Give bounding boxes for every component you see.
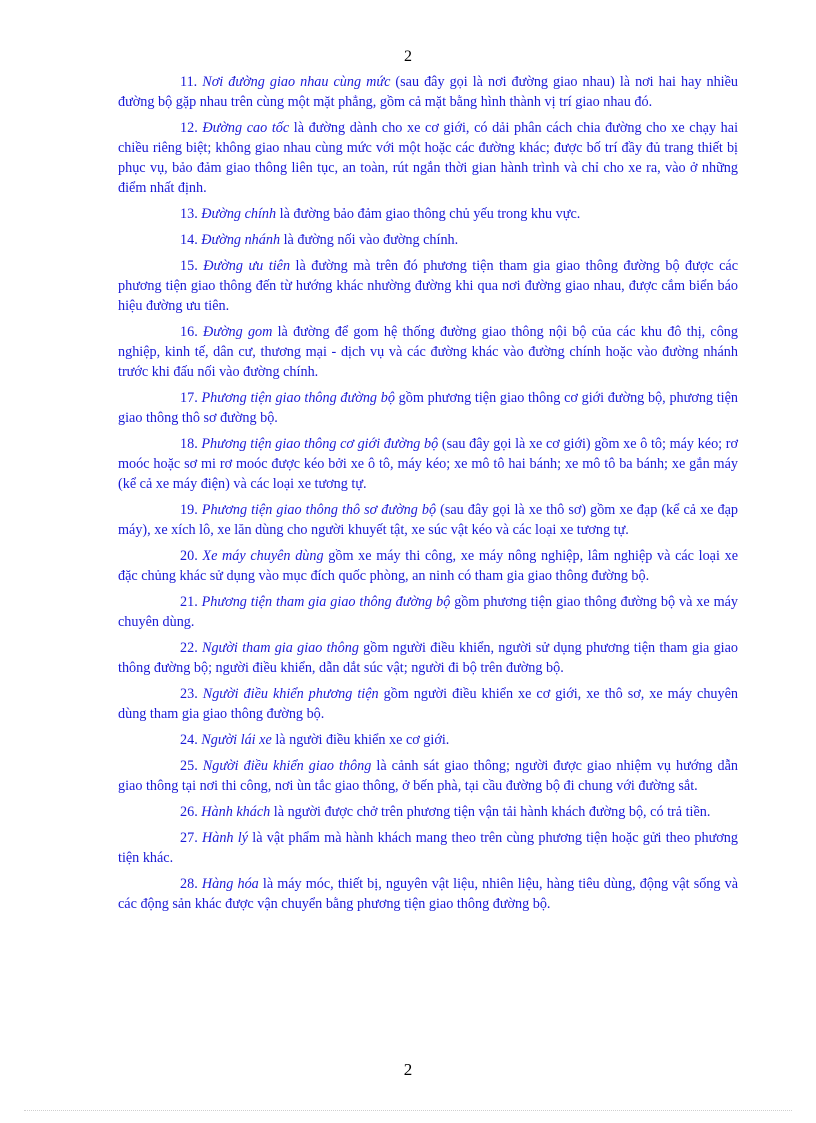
definition-number: 21. xyxy=(180,594,198,610)
definition-14 xyxy=(118,230,738,250)
definition-number: 20. xyxy=(180,548,198,564)
definition-term: Hàng hóa xyxy=(201,876,259,892)
definition-text: (sau đây gọi là xe thô sơ) gồm xe đạp (kể cả xe đạp máy), xe xích lô, xe lăn dùng cho người khuyết tật, xe súc vật kéo và các loại xe tương tự. xyxy=(118,502,739,538)
definition-number: 22. xyxy=(180,640,198,656)
definition-text: gồm phương tiện giao thông cơ giới đường bộ, phương tiện giao thông thô sơ đường bộ. xyxy=(118,390,739,426)
definition-number: 26. xyxy=(180,804,198,820)
definition-text: là đường dành cho xe cơ giới, có dải phân cách chia đường cho xe chạy hai chiều riêng biệt; không giao nhau cùng mức với một hoặc các đường khác; được bố trí đầy đủ trang thiết bị phục vụ, bảo đảm giao thông liên tục, an toàn, rút ngắn thời gian hành trình và chỉ cho xe ra, vào ở những điểm nhất định. xyxy=(118,120,739,196)
definition-13 xyxy=(118,204,738,224)
definition-26 xyxy=(118,802,738,822)
definition-text: là người được chở trên phương tiện vận tải hành khách đường bộ, có trả tiền. xyxy=(270,804,711,820)
definition-text: là máy móc, thiết bị, nguyên vật liệu, nhiên liệu, hàng tiêu dùng, động vật sống và các động sản khác được vận chuyển bằng phương tiện giao thông đường bộ. xyxy=(118,876,738,912)
definition-25 xyxy=(118,756,738,796)
definition-text: là đường nối vào đường chính. xyxy=(280,232,459,248)
definition-number: 15. xyxy=(180,258,198,274)
definition-text: (sau đây gọi là xe cơ giới) gồm xe ô tô; máy kéo; rơ moóc hoặc sơ mi rơ moóc được kéo bởi xe ô tô, máy kéo; xe mô tô hai bánh; xe mô tô ba bánh; xe gắn máy (kể cả xe máy điện) và các loại xe tương tự. xyxy=(118,436,738,492)
definition-28 xyxy=(118,874,738,914)
definition-term: Đường ưu tiên xyxy=(203,258,291,274)
definition-text: là người điều khiển xe cơ giới. xyxy=(271,732,450,748)
definition-text: (sau đây gọi là nơi đường giao nhau) là nơi hai hay nhiều đường bộ gặp nhau trên cùng một mặt phẳng, gồm cả mặt bằng hình thành vị trí giao nhau đó. xyxy=(118,74,739,110)
definition-term: Phương tiện giao thông đường bộ xyxy=(201,390,395,406)
definition-19 xyxy=(118,500,738,540)
definition-20 xyxy=(118,546,738,586)
definitions-list xyxy=(118,72,738,920)
definition-term: Người điều khiển giao thông xyxy=(202,758,372,774)
definition-term: Người lái xe xyxy=(201,732,272,748)
definition-text: là đường mà trên đó phương tiện tham gia giao thông đường bộ được các phương tiện giao thông đến từ hướng khác nhường đường khi qua nơi đường giao nhau, được cắm biển báo hiệu đường ưu tiên. xyxy=(118,258,738,314)
definition-17 xyxy=(118,388,738,428)
definition-number: 14. xyxy=(180,232,198,248)
definition-number: 19. xyxy=(180,502,198,518)
definition-term: Phương tiện giao thông cơ giới đường bộ xyxy=(201,436,439,452)
definition-term: Người tham gia giao thông xyxy=(202,640,359,656)
definition-16 xyxy=(118,322,738,382)
definition-number: 27. xyxy=(180,830,198,846)
definition-11 xyxy=(118,72,738,112)
definition-number: 24. xyxy=(180,732,198,748)
definition-term: Nơi đường giao nhau cùng mức xyxy=(202,74,391,90)
definition-term: Xe máy chuyên dùng xyxy=(202,548,324,564)
definition-term: Đường nhánh xyxy=(201,232,281,248)
definition-18 xyxy=(118,434,738,494)
definition-number: 18. xyxy=(180,436,198,452)
definition-text: gồm người điều khiển xe cơ giới, xe thô sơ, xe máy chuyên dùng tham gia giao thông đường bộ. xyxy=(118,686,739,722)
definition-term: Đường cao tốc xyxy=(202,120,290,136)
definition-text: gồm phương tiện giao thông đường bộ và xe máy chuyên dùng. xyxy=(118,594,738,630)
definition-text: gồm xe máy thi công, xe máy nông nghiệp, lâm nghiệp và các loại xe đặc chủng khác sử dụng vào mục đích quốc phòng, an ninh có tham gia giao thông đường bộ. xyxy=(118,548,738,584)
definition-number: 11. xyxy=(180,74,198,90)
definition-number: 25. xyxy=(180,758,198,774)
definition-term: Đường chính xyxy=(201,206,277,222)
definition-text: là đường bảo đảm giao thông chủ yếu trong khu vực. xyxy=(276,206,581,222)
definition-term: Hành lý xyxy=(202,830,249,846)
definition-22 xyxy=(118,638,738,678)
definition-term: Phương tiện giao thông thô sơ đường bộ xyxy=(201,502,437,518)
definition-term: Phương tiện tham gia giao thông đường bộ xyxy=(201,594,451,610)
definition-text: là đường để gom hệ thống đường giao thông nội bộ của các khu đô thị, công nghiệp, kinh tế, dân cư, thương mại - dịch vụ và các đường khác vào đường chính hoặc vào đường nhánh trước khi đấu nối vào đường chính. xyxy=(118,324,738,380)
definition-text: là cảnh sát giao thông; người được giao nhiệm vụ hướng dẫn giao thông tại nơi thi công, nơi ùn tắc giao thông, ở bến phà, tại cầu đường bộ đi chung với đường sắt. xyxy=(118,758,739,794)
page-number-top: 2 xyxy=(404,48,412,65)
page-bottom-divider xyxy=(24,1110,792,1111)
page-number-bottom: 2 xyxy=(403,1060,413,1079)
definition-text: gồm người điều khiển, người sử dụng phương tiện tham gia giao thông đường bộ; người điều khiển, dẫn dắt súc vật; người đi bộ trên đường bộ. xyxy=(118,640,739,676)
definition-term: Hành khách xyxy=(201,804,271,820)
definition-number: 23. xyxy=(180,686,198,702)
definition-text: là vật phẩm mà hành khách mang theo trên cùng phương tiện hoặc gửi theo phương tiện khác. xyxy=(118,830,738,866)
definition-number: 13. xyxy=(180,206,198,222)
definition-12 xyxy=(118,118,738,198)
definition-21 xyxy=(118,592,738,632)
definition-15 xyxy=(118,256,738,316)
definition-term: Người điều khiển phương tiện xyxy=(202,686,379,702)
definition-number: 12. xyxy=(180,120,198,136)
definition-number: 17. xyxy=(180,390,198,406)
definition-number: 16. xyxy=(180,324,198,340)
definition-24 xyxy=(118,730,738,750)
definition-27 xyxy=(118,828,738,868)
definition-23 xyxy=(118,684,738,724)
definition-number: 28. xyxy=(180,876,198,892)
definition-term: Đường gom xyxy=(202,324,273,340)
